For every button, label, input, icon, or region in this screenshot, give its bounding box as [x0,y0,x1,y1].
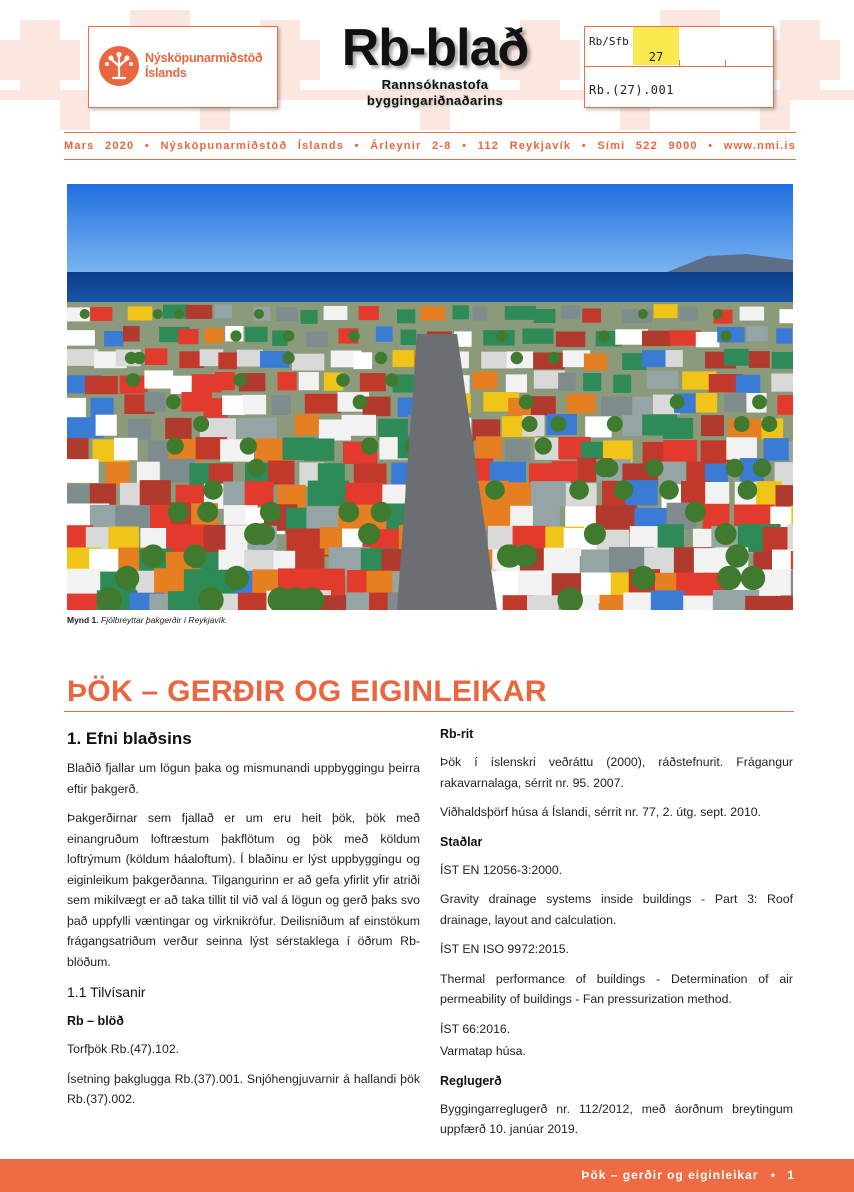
house-roof [301,310,318,324]
house-roof [453,305,469,319]
info-bar [64,132,796,160]
house-roof [531,481,571,506]
tree [153,309,163,319]
house-roof [243,395,266,415]
tree [244,523,266,545]
reference-item: Þök í íslenskri veðráttu (2000), ráðstefnurit. Frágangur rakavarnalaga, sérrit nr. 95. 2007. [440,755,793,790]
heading-stadlar: Staðlar [440,834,483,849]
right-column [440,724,793,1149]
house-roof [272,395,291,415]
tree [485,480,505,500]
tree [738,480,758,500]
house-roof [245,327,268,342]
footer-title-text: Þök – gerðir og eiginleikar [581,1168,759,1182]
tree [717,566,741,590]
house-roof [295,414,320,435]
heading-rb-blod: Rb – blöð [67,1014,124,1028]
house-roof [561,305,580,319]
house-roof [324,306,348,320]
house-roof [680,306,698,320]
tree [645,459,663,477]
house-roof [522,329,553,344]
house-roof [792,351,793,368]
house-roof [278,372,297,390]
house-roof [476,436,502,458]
house-roof [505,306,536,320]
tree [282,352,294,364]
house-roof [584,354,607,371]
house-roof [165,418,191,439]
reykjavik-photo-image [67,184,793,610]
reference-item: Viðhaldsþörf húsa á Íslandi, sérrit nr. 77, 2. útg. sept. 2010. [440,805,762,819]
house-roof [567,394,596,414]
house-roof [781,596,794,611]
house-roof [353,352,372,369]
house-roof [473,371,498,389]
tree [535,437,552,454]
reference-item: Ísetning þakglugga Rb.(37).001. Snjóhengjuvarnir á hallandi þök Rb.(37).002. [67,1071,420,1106]
reference-item: Torfþök Rb.(47).102. [67,1042,180,1056]
masthead-title: Rb-blað [341,19,529,77]
tree [80,309,90,319]
house-roof [772,352,793,369]
tree [519,395,534,410]
tree [385,373,399,387]
house-roof [556,332,585,347]
house-roof [114,438,138,460]
house-roof [651,590,685,610]
house-roof [725,393,750,413]
house-roof [747,326,768,341]
standard-item: Thermal performance of buildings - Determination of air permeability of buildings - Fan pressurization method. [440,971,793,1006]
tree [183,544,206,567]
house-roof [771,374,793,392]
house-roof [145,348,167,365]
tree [595,459,613,477]
house-roof [308,481,349,506]
house-roof [67,330,95,345]
masthead-subtitle-line1: Rannsóknastofa [381,77,489,92]
page-number: 1 [787,1168,794,1182]
house-roof [558,373,576,391]
house-roof [647,371,678,389]
tree [142,544,165,567]
tree [260,502,281,523]
house-roof [96,415,117,436]
house-roof [276,307,298,321]
house-roof [90,307,112,321]
tree [607,416,623,432]
tree [741,566,765,590]
tree [361,437,378,454]
house-roof [67,459,99,483]
house-roof [622,309,653,323]
house-roof [726,437,757,459]
house-roof [178,329,198,344]
footer-title [581,1159,776,1192]
masthead-subtitle [300,77,570,109]
tree [174,309,184,319]
left-column [67,724,420,1119]
house-roof [268,461,295,485]
house-roof [360,373,386,391]
house-roof [237,350,263,367]
house-roof [764,438,789,460]
tree [240,437,257,454]
tree [115,566,139,590]
tree [659,480,679,500]
footer-bar [0,1159,854,1192]
logo-box [88,26,278,108]
house-roof [255,418,277,439]
house-roof [85,376,118,394]
house-roof [623,592,654,610]
house-roof [749,351,770,368]
tree [375,352,387,364]
house-roof [140,480,171,505]
tree [631,566,655,590]
tree [234,373,248,387]
tree [752,395,767,410]
tree [522,416,538,432]
house-roof [128,419,152,440]
house-roof [342,415,376,436]
house-roof [305,394,341,414]
tree [336,373,350,387]
tree [371,502,392,523]
house-roof [601,397,635,417]
tree [193,416,209,432]
house-roof [420,306,445,320]
house-roof [779,309,793,323]
tree [247,459,265,477]
tree [126,373,140,387]
house-roof [376,326,393,341]
ref-id: Rb.(27).001 [589,83,674,97]
logo-text [145,51,262,81]
tree [599,330,610,341]
house-roof [128,307,153,321]
house-roof [67,594,100,610]
cover-photo [67,184,793,610]
tree [550,416,566,432]
house-roof [663,440,697,462]
tree [670,395,685,410]
house-roof [473,307,488,321]
tree [167,437,184,454]
house-roof [776,328,792,343]
house-roof [654,304,678,318]
tree [225,566,249,590]
house-roof [663,418,693,439]
tree [358,523,380,545]
standard-item: ÍST EN 12056-3:2000. [440,862,563,877]
house-roof [299,372,319,390]
house-roof [91,398,114,418]
standard-item: ÍST 66:2016. [440,1021,511,1036]
house-roof [106,462,130,486]
house-roof [186,305,212,319]
house-roof [67,438,89,460]
reference-box [584,26,774,108]
house-roof [582,309,601,323]
caption-label: Mynd 1. [67,615,99,625]
house-roof [701,415,724,436]
house-roof [506,374,527,392]
tree [349,330,360,341]
house-roof [583,373,601,391]
house-roof [505,439,531,461]
tree [283,330,294,341]
house-roof [724,349,749,366]
house-roof [144,392,165,412]
house-roof [393,350,414,367]
tree [569,480,589,500]
house-roof [397,309,415,323]
info-bar-text: Mars 2020 • Nýsköpunarmiðstöð Íslands • Árleynir 2-8 • 112 Reykjavík • Sími 522 9000 • www.nmi.is [64,140,796,152]
tree [230,330,241,341]
house-roof [304,439,334,461]
tree [197,502,218,523]
section-title: ÞÖK – GERÐIR OG EIGINLEIKAR [67,675,547,708]
logo-text-line1: Nýsköpunarmiðstöð [145,51,263,65]
house-roof [705,482,729,507]
house-roof [144,370,173,388]
house-roof [401,330,417,345]
tree [125,352,137,364]
house-roof [789,441,793,463]
house-roof [359,306,379,320]
house-roof [215,304,232,318]
house-roof [613,375,631,393]
caption-text: Fjölbreyttar þakgerðir í Reykjavík. [101,615,228,625]
tree [726,459,744,477]
tree [720,330,731,341]
house-roof [696,332,720,347]
house-roof [67,349,98,366]
house-roof [788,524,794,552]
tree [584,523,606,545]
ref-code: Rb/Sfb [589,35,629,48]
nmi-logo-icon [99,46,139,86]
tree [496,330,507,341]
ref-divider [585,66,773,67]
heading-reglugerd: Reglugerð [440,1073,502,1088]
house-roof [777,395,793,415]
tree [713,309,723,319]
tree [685,502,706,523]
ref-tick [725,60,726,66]
house-roof [307,332,328,347]
tree [254,309,264,319]
house-roof [696,393,718,413]
title-rule [64,711,794,712]
tree [511,352,523,364]
house-roof [222,395,245,415]
tree [497,544,520,567]
paragraph: Þakgerðirnar sem fjallað er um eru heit þök, þök með einangruðum loftræstum þakflötum og þök með köldum loftrýmum (köldum háaloftum). Í blaðinu er lýst uppbyggingu og eiginleikum þakgerðanna. Tilgangurinn er að gefa yfirlit yfir atriði sem mikilvægt er að taka tillit til við val á lögun og gerð þaks svo það uppfylli væntingar og virknikröfur. Deilisniðum af einstökum frágangsatriðum verður seinna lýst sérstaklega í öðrum Rb-blöðum. [67,811,420,969]
tree [734,416,750,432]
tree [726,544,749,567]
tree [614,480,634,500]
house-roof [531,396,556,416]
house-roof [123,326,140,341]
standard-item: Gravity drainage systems inside buildings - Part 3: Roof drainage, layout and calculation. [440,892,793,927]
tree [548,352,560,364]
standard-item: Varmatap húsa. [440,1044,526,1058]
house-roof [215,372,235,390]
tree [761,416,777,432]
tree [353,395,368,410]
tree [166,395,181,410]
house-roof [292,354,324,371]
house-roof [218,352,237,369]
logo-text-line2: Íslands [145,66,187,80]
house-roof [736,375,761,393]
house-roof [666,350,683,367]
ref-number: 27 [633,27,679,65]
tree [715,523,737,545]
paragraph: Blaðið fjallar um lögun þaka og mismunandi uppbyggingu þeirra eftir þakgerð. [67,761,420,796]
tree [753,459,771,477]
figure-caption [67,615,228,625]
heading-rb-rit: Rb-rit [440,727,474,741]
house-roof [204,328,223,343]
heading-tilvisanir: 1.1 Tilvísanir [67,984,146,1000]
masthead-subtitle-line2: byggingariðnaðarins [366,93,504,108]
heading-efni: 1. Efni blaðsins [67,729,192,748]
house-roof [527,595,559,610]
standard-item: ÍST EN ISO 9972:2015. [440,942,569,956]
tree [203,480,223,500]
house-roof [534,309,556,323]
house-roof [632,397,652,417]
regulation-item: Byggingarreglugerð nr. 112/2012, með áorðnum breytingum uppfærð 10. janúar 2019. [440,1101,793,1136]
house-roof [740,307,765,321]
ref-tick [679,60,680,66]
house-roof [171,376,194,394]
tree [338,502,359,523]
footer-separator: • [770,1168,776,1182]
tree [638,309,648,319]
house-roof [776,485,794,510]
house-roof [104,331,123,346]
house-roof [642,331,671,346]
house-roof [67,398,86,418]
tree [168,502,189,523]
